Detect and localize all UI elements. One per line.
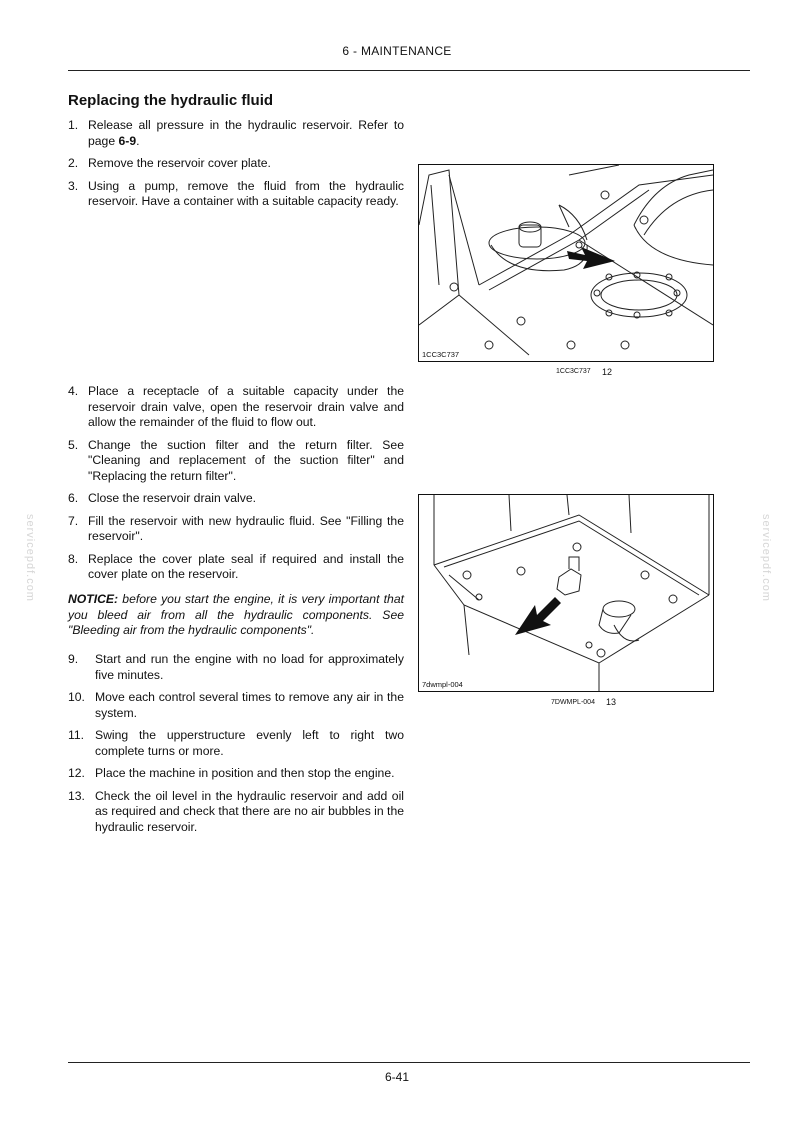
section-title: Replacing the hydraulic fluid [68,92,274,109]
step-number: 12. [68,766,85,780]
figure-caption: 1CC3C737 [556,368,591,375]
page-number: 6-41 [384,1070,410,1084]
step-text: Close the reservoir drain valve. [88,491,256,505]
list-item [68,690,404,721]
step-text: Check the oil level in the hydraulic reservoir and add oil as required and check that there are no air bubbles in the hydraulic reservoir. [95,788,404,834]
watermark-left: servicepdf.com [24,514,36,602]
list-item [68,652,404,683]
list-item [68,118,404,149]
steps-list-c [68,652,404,842]
step-text: Using a pump, remove the fluid from the hydraulic reservoir. Have a container with a suitable capacity ready. [88,178,404,208]
notice-label: NOTICE: [68,592,119,606]
step-text: Start and run the engine with no load for approximately five minutes. [95,652,404,682]
step-number: 3. [68,178,79,193]
step-number: 8. [68,551,79,566]
list-item [68,491,404,507]
steps-list-b [68,384,404,590]
drain-valve-illustration [419,495,713,691]
figure-reservoir-top [418,164,714,362]
step-number: 6. [68,491,79,505]
footer-rule [68,1062,750,1063]
page-reference: 6-9 [118,133,137,148]
step-number: 7. [68,513,79,528]
steps-list-a [68,118,404,217]
step-text: Change the suction filter and the return filter. See "Cleaning and replacement of the suction filter" and "Replacing the return filter". [88,437,404,483]
figure-drain-valve [418,494,714,692]
step-number: 11. [68,728,85,742]
step-text: Place the machine in position and then stop the engine. [95,766,395,780]
step-number: 4. [68,384,79,398]
arrow-icon [515,597,561,635]
step-text: Move each control several times to remove any air in the system. [95,690,404,720]
notice-text: before you start the engine, it is very important that you bleed air from all the hydraulic components. See "Bleeding air from the hydraulic components". [68,592,404,637]
watermark-right: servicepdf.com [760,514,772,602]
list-item [68,552,404,583]
list-item [68,789,404,836]
figure-label: 7dwmpl-004 [422,680,463,689]
step-text: Remove the reservoir cover plate. [88,156,271,170]
list-item [68,156,404,172]
step-text: Fill the reservoir with new hydraulic fluid. See "Filling the reservoir". [88,513,404,543]
list-item [68,179,404,210]
figure-number: 13 [606,697,617,707]
notice-paragraph [68,592,404,639]
step-number: 2. [68,156,79,170]
step-text: Place a receptacle of a suitable capacity under the reservoir drain valve, open the reservoir drain valve and allow the remainder of the fluid to flow out. [88,384,404,429]
figure-caption: 7DWMPL-004 [551,699,595,706]
step-number: 9. [68,652,79,666]
list-item [68,766,404,782]
page-header: 6 - MAINTENANCE [342,44,452,58]
figure-label: 1CC3C737 [422,350,460,359]
list-item [68,384,404,431]
list-item [68,514,404,545]
reservoir-illustration [419,165,713,361]
header-rule [68,70,750,71]
step-number: 13. [68,788,85,803]
list-item [68,438,404,485]
step-number: 10. [68,690,85,704]
step-text: Swing the upperstructure evenly left to right two complete turns or more. [95,728,404,758]
figure-number: 12 [602,367,613,377]
step-text-end: . [136,133,140,148]
list-item [68,728,404,759]
step-number: 5. [68,437,79,452]
step-number: 1. [68,118,79,132]
step-text: Replace the cover plate seal if required and install the cover plate on the reservoir. [88,551,404,581]
step-text: Release all pressure in the hydraulic reservoir. Refer to page [88,118,404,148]
